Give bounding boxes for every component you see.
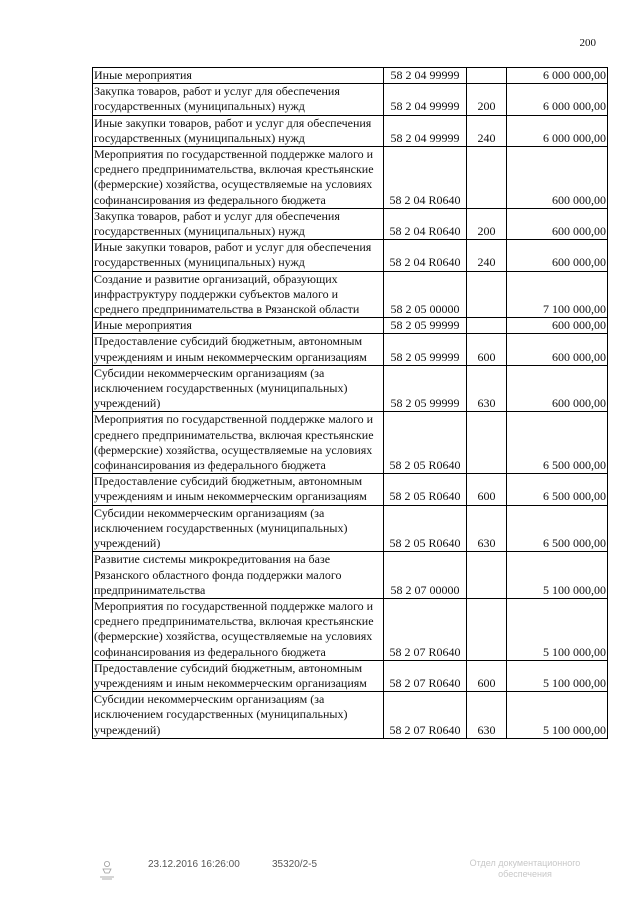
budget-table (92, 67, 608, 739)
row-type (467, 271, 507, 318)
department-watermark (450, 858, 600, 880)
table-row (93, 68, 608, 84)
document-stamp-icon (97, 858, 117, 880)
row-amount: 600 000,00 (507, 318, 608, 334)
row-code: 58 2 05 R0640 (384, 412, 467, 474)
row-name: Создание и развитие организаций, образующих инфраструктуру поддержки субъектов малого и среднего предпринимательства в Рязанской области (93, 271, 384, 318)
row-type: 630 (467, 365, 507, 412)
row-code: 58 2 05 99999 (384, 318, 467, 334)
footer-document-number: 35320/2-5 (272, 859, 318, 870)
row-name: Предоставление субсидий бюджетным, автономным учреждениям и иным некоммерческим организациям (93, 474, 384, 505)
row-name: Иные закупки товаров, работ и услуг для обеспечения государственных (муниципальных) нужд (93, 240, 384, 271)
table-row (93, 240, 608, 271)
row-code: 58 2 05 00000 (384, 271, 467, 318)
row-amount: 600 000,00 (507, 334, 608, 365)
row-name: Предоставление субсидий бюджетным, автономным учреждениям и иным некоммерческим организациям (93, 334, 384, 365)
row-amount: 600 000,00 (507, 147, 608, 209)
row-amount: 5 100 000,00 (507, 692, 608, 739)
table-row (93, 147, 608, 209)
row-type (467, 412, 507, 474)
row-type (467, 147, 507, 209)
watermark-line-1: Отдел документационного (469, 858, 581, 868)
row-code: 58 2 05 R0640 (384, 474, 467, 505)
table-row (93, 365, 608, 412)
row-amount: 600 000,00 (507, 208, 608, 239)
row-name: Развитие системы микрокредитования на базе Рязанского областного фонда поддержки малого предпринимательства (93, 552, 384, 599)
row-amount: 5 100 000,00 (507, 598, 608, 660)
page-footer (0, 858, 640, 888)
table-row (93, 334, 608, 365)
row-amount: 6 500 000,00 (507, 505, 608, 552)
row-type (467, 68, 507, 84)
row-type: 630 (467, 692, 507, 739)
row-type: 200 (467, 208, 507, 239)
row-amount: 6 000 000,00 (507, 68, 608, 84)
row-type: 600 (467, 660, 507, 691)
row-name: Иные закупки товаров, работ и услуг для обеспечения государственных (муниципальных) нужд (93, 115, 384, 146)
row-code: 58 2 07 R0640 (384, 660, 467, 691)
table-row (93, 692, 608, 739)
table-row (93, 505, 608, 552)
row-amount: 5 100 000,00 (507, 552, 608, 599)
page-number: 200 (579, 37, 596, 49)
row-type: 600 (467, 474, 507, 505)
table-row (93, 412, 608, 474)
row-type: 240 (467, 115, 507, 146)
row-type: 240 (467, 240, 507, 271)
row-name: Закупка товаров, работ и услуг для обеспечения государственных (муниципальных) нужд (93, 84, 384, 115)
row-type: 630 (467, 505, 507, 552)
row-code: 58 2 05 R0640 (384, 505, 467, 552)
table-row (93, 84, 608, 115)
row-name: Мероприятия по государственной поддержке малого и среднего предпринимательства, включая крестьянские (фермерские) хозяйства, осуществляемые на условиях софинансирования из федерального бюджета (93, 598, 384, 660)
row-name: Субсидии некоммерческим организациям (за исключением государственных (муниципальных) учреждений) (93, 365, 384, 412)
row-type (467, 552, 507, 599)
row-code: 58 2 04 99999 (384, 68, 467, 84)
budget-table-body (93, 68, 608, 739)
row-type (467, 318, 507, 334)
row-amount: 6 500 000,00 (507, 412, 608, 474)
table-row (93, 552, 608, 599)
row-code: 58 2 04 99999 (384, 115, 467, 146)
table-row (93, 208, 608, 239)
footer-date: 23.12.2016 16:26:00 (148, 859, 240, 870)
row-code: 58 2 07 R0640 (384, 598, 467, 660)
row-name: Закупка товаров, работ и услуг для обеспечения государственных (муниципальных) нужд (93, 208, 384, 239)
row-name: Субсидии некоммерческим организациям (за исключением государственных (муниципальных) учреждений) (93, 505, 384, 552)
row-amount: 600 000,00 (507, 240, 608, 271)
table-row (93, 474, 608, 505)
row-name: Субсидии некоммерческим организациям (за исключением государственных (муниципальных) учреждений) (93, 692, 384, 739)
row-amount: 6 500 000,00 (507, 474, 608, 505)
row-amount: 600 000,00 (507, 365, 608, 412)
row-code: 58 2 07 R0640 (384, 692, 467, 739)
row-code: 58 2 04 R0640 (384, 147, 467, 209)
row-code: 58 2 05 99999 (384, 334, 467, 365)
row-code: 58 2 05 99999 (384, 365, 467, 412)
table-row (93, 660, 608, 691)
row-amount: 6 000 000,00 (507, 115, 608, 146)
row-code: 58 2 04 99999 (384, 84, 467, 115)
row-name: Иные мероприятия (93, 68, 384, 84)
watermark-line-2: обеспечения (498, 869, 552, 879)
row-amount: 5 100 000,00 (507, 660, 608, 691)
row-name: Мероприятия по государственной поддержке малого и среднего предпринимательства, включая крестьянские (фермерские) хозяйства, осуществляемые на условиях софинансирования из федерального бюджета (93, 412, 384, 474)
row-code: 58 2 07 00000 (384, 552, 467, 599)
row-code: 58 2 04 R0640 (384, 240, 467, 271)
row-type (467, 598, 507, 660)
table-row (93, 271, 608, 318)
row-amount: 7 100 000,00 (507, 271, 608, 318)
table-row (93, 598, 608, 660)
row-amount: 6 000 000,00 (507, 84, 608, 115)
row-type: 200 (467, 84, 507, 115)
row-type: 600 (467, 334, 507, 365)
row-name: Иные мероприятия (93, 318, 384, 334)
row-name: Мероприятия по государственной поддержке малого и среднего предпринимательства, включая крестьянские (фермерские) хозяйства, осуществляемые на условиях софинансирования из федерального бюджета (93, 147, 384, 209)
row-name: Предоставление субсидий бюджетным, автономным учреждениям и иным некоммерческим организациям (93, 660, 384, 691)
table-row (93, 115, 608, 146)
table-row (93, 318, 608, 334)
row-code: 58 2 04 R0640 (384, 208, 467, 239)
